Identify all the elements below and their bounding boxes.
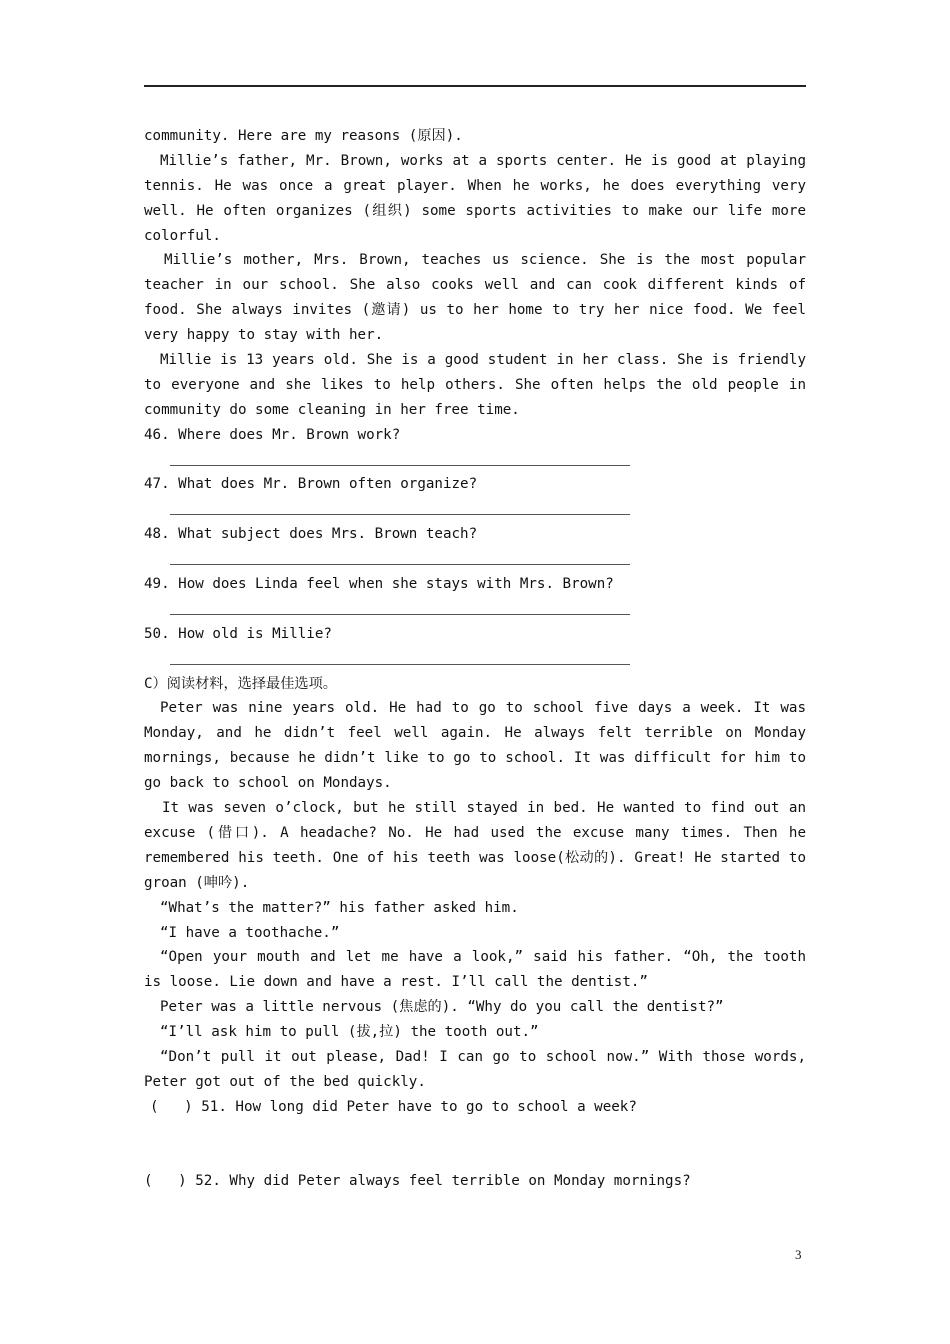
passage-c-line: remembered his teeth. One of his teeth was loose(松动的). Great! He started to	[144, 849, 806, 866]
page-number: 3	[795, 1247, 802, 1262]
passage-b-line: community do some cleaning in her free time.	[144, 401, 520, 418]
section-c-heading: C）阅读材料，选择最佳选项。	[144, 675, 337, 692]
answer-line-49[interactable]	[144, 597, 806, 622]
passage-c-line: “I have a toothache.”	[160, 924, 340, 941]
passage-c-line: Peter got out of the bed quickly.	[144, 1073, 426, 1090]
question-49: 49. How does Linda feel when she stays with Mrs. Brown?	[144, 576, 614, 593]
passage-c-line: Peter was nine years old. He had to go to school five days a week. It was	[160, 700, 806, 717]
question-47: 47. What does Mr. Brown often organize?	[144, 476, 478, 493]
passage-c-line: is loose. Lie down and have a rest. I’ll call the dentist.”	[144, 974, 648, 991]
passage-c-line: “Don’t pull it out please, Dad! I can go to school now.” With those words,	[160, 1048, 806, 1065]
question-52-stem: ( ) 52. Why did Peter always feel terrible on Monday mornings?	[144, 1173, 691, 1190]
passage-b-line: food. She always invites (邀请) us to her home to try her nice food. We feel	[144, 302, 806, 319]
answer-line-50[interactable]	[144, 647, 806, 672]
passage-b-line: colorful.	[144, 227, 221, 244]
passage-b-line: tennis. He was once a great player. When he works, he does everything very	[144, 177, 806, 194]
question-46: 46. Where does Mr. Brown work?	[144, 426, 401, 443]
passage-c-line: go back to school on Mondays.	[144, 775, 392, 792]
passage-b-line: teacher in our school. She also cooks well and can cook different kinds of	[144, 277, 806, 294]
passage-c-line: “What’s the matter?” his father asked him.	[160, 899, 519, 916]
question-51-options-row-2	[144, 1145, 806, 1170]
passage-b-line: well. He often organizes (组织) some sports activities to make our life more	[144, 202, 806, 219]
passage-b-line: community. Here are my reasons (原因).	[144, 128, 463, 144]
page-content	[144, 124, 806, 1219]
passage-c-line: excuse (借口). A headache? No. He had used the excuse many times. Then he	[144, 824, 806, 841]
answer-line-47[interactable]	[144, 497, 806, 522]
question-52-options-row	[144, 1194, 806, 1219]
question-51-options-row-1	[144, 1120, 806, 1145]
header-rule	[144, 85, 806, 87]
question-51-stem: ( ) 51. How long did Peter have to go to school a week?	[150, 1098, 637, 1115]
passage-c-line: Peter was a little nervous (焦虑的). “Why do you call the dentist?”	[160, 999, 724, 1016]
passage-c-line: It was seven o’clock, but he still stayed in bed. He wanted to find out an	[162, 800, 806, 817]
passage-c-line: mornings, because he didn’t like to go to school. It was difficult for him to	[144, 750, 806, 767]
question-50: 50. How old is Millie?	[144, 625, 332, 642]
passage-b-line: Millie’s father, Mr. Brown, works at a sports center. He is good at playing	[160, 152, 806, 169]
passage-b-line: Millie’s mother, Mrs. Brown, teaches us science. She is the most popular	[164, 252, 806, 269]
passage-b-line: very happy to stay with her.	[144, 327, 384, 344]
answer-line-48[interactable]	[144, 547, 806, 572]
question-48: 48. What subject does Mrs. Brown teach?	[144, 526, 478, 543]
passage-c-line: “I’ll ask him to pull (拔,拉) the tooth out.”	[160, 1024, 539, 1041]
passage-c-line: Monday, and he didn’t feel well again. He always felt terrible on Monday	[144, 725, 806, 742]
passage-c	[144, 696, 806, 1094]
passage-b-line: to everyone and she likes to help others. She often helps the old people in	[144, 376, 806, 393]
passage-c-line: groan (呻吟).	[144, 874, 250, 891]
questions-b	[144, 423, 806, 672]
passage-b-line: Millie is 13 years old. She is a good student in her class. She is friendly	[160, 352, 806, 369]
answer-line-46[interactable]	[144, 448, 806, 473]
passage-c-line: “Open your mouth and let me have a look,” said his father. “Oh, the tooth	[160, 949, 806, 966]
passage-b	[144, 124, 806, 423]
